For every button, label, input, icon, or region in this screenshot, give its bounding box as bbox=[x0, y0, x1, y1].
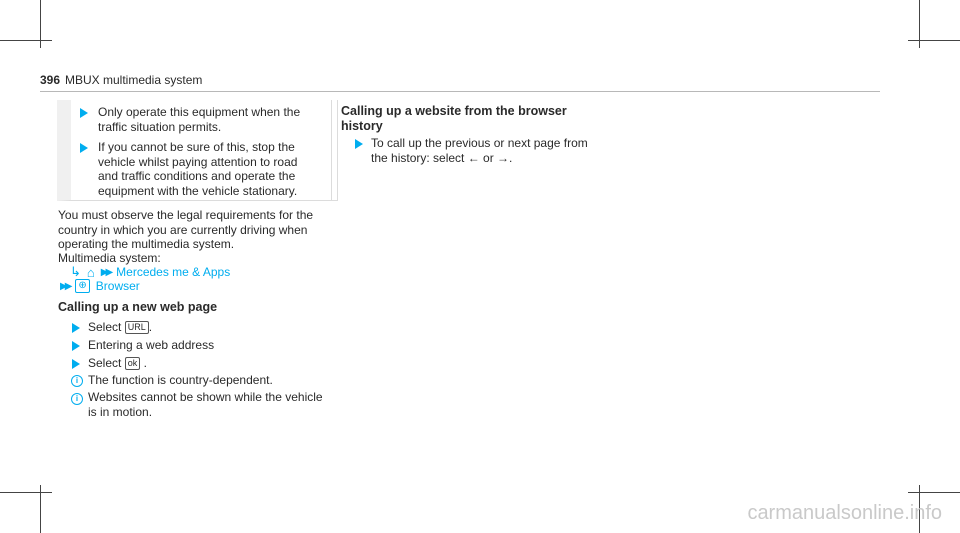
page-header bbox=[40, 73, 880, 92]
menu-path-2 bbox=[60, 279, 140, 293]
section-heading: Calling up a website from the browser history bbox=[341, 104, 567, 133]
step-select-ok: Select ok . bbox=[88, 356, 147, 370]
menu-path-1 bbox=[70, 264, 230, 280]
crop-mark bbox=[908, 492, 960, 493]
info-icon: i bbox=[71, 393, 83, 405]
bullet-arrow-icon bbox=[80, 108, 88, 118]
crop-mark bbox=[0, 492, 52, 493]
chevron-double-icon: ▶▶ bbox=[60, 280, 70, 292]
bullet-arrow-icon bbox=[72, 323, 80, 333]
bullet-arrow-icon bbox=[72, 341, 80, 351]
home-icon: ⌂ bbox=[86, 264, 95, 280]
warning-item-1: Only operate this equipment when the traffic situation permits. bbox=[98, 105, 301, 134]
menu-item-mercedes-me[interactable]: Mercedes me & Apps bbox=[116, 265, 231, 279]
bullet-arrow-icon bbox=[80, 143, 88, 153]
note-country: The function is country-dependent. bbox=[88, 373, 273, 387]
menu-item-browser[interactable]: Browser bbox=[95, 279, 140, 293]
ok-button[interactable]: ok bbox=[125, 357, 141, 370]
section-heading: Calling up a new web page bbox=[58, 300, 218, 314]
page-title: MBUX multimedia system bbox=[65, 73, 203, 87]
globe-icon: ⊕ bbox=[75, 279, 89, 293]
crop-mark bbox=[0, 40, 52, 41]
column-divider bbox=[331, 100, 332, 200]
step-enter-address: Entering a web address bbox=[88, 338, 215, 352]
path-arrow-icon: ↳ bbox=[70, 264, 81, 279]
page-number: 396 bbox=[40, 73, 61, 87]
system-label: Multimedia system: bbox=[58, 251, 161, 265]
intro-text: You must observe the legal requirements for the country in which you are currently driving when operating the multimedia system. bbox=[58, 208, 314, 251]
bullet-arrow-icon bbox=[72, 359, 80, 369]
crop-mark bbox=[908, 40, 960, 41]
step-select-url: Select URL . bbox=[88, 320, 153, 334]
info-icon: i bbox=[71, 375, 83, 387]
bullet-arrow-icon bbox=[355, 139, 363, 149]
step-history: To call up the previous or next page from the history: select ← or →. bbox=[371, 136, 588, 165]
url-button[interactable]: URL bbox=[125, 321, 149, 334]
warning-item-2: If you cannot be sure of this, stop the vehicle whilst paying attention to road and traffic conditions and operate the equipment with the vehicle stationary. bbox=[98, 140, 298, 198]
note-motion: Websites cannot be shown while the vehicle is in motion. bbox=[88, 390, 323, 419]
watermark: carmanualsonline.info bbox=[747, 502, 942, 524]
chevron-double-icon: ▶▶ bbox=[100, 266, 111, 278]
